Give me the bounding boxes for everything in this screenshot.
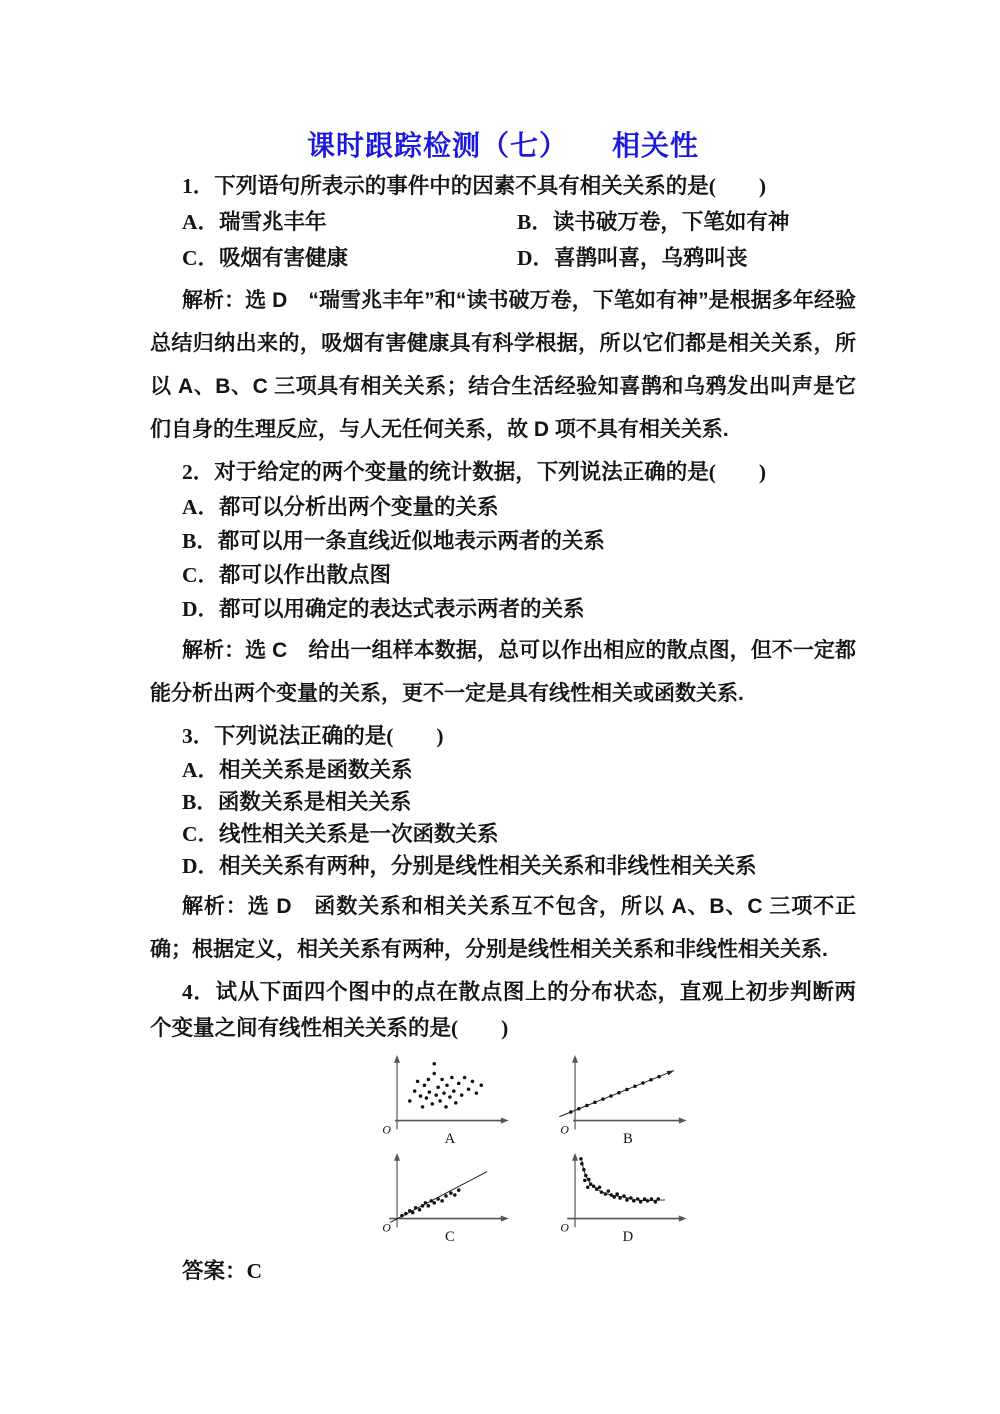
scatter-plot-a: [376, 1052, 516, 1146]
q3-option-c: C．线性相关关系是一次函数关系: [182, 822, 499, 846]
svg-text:C: C: [445, 1229, 455, 1244]
page-title: 课时跟踪检测（七） 相关性: [306, 130, 699, 161]
svg-text:B: B: [623, 1131, 633, 1146]
svg-text:O: O: [382, 1221, 391, 1235]
q2-analysis: 解析：选 C 给出一组样本数据，总可以作出相应的散点图，但不一定都能分析出两个变量的关系，更不一定是具有线性相关或函数关系.: [150, 639, 856, 705]
q1-options-row-1: [150, 204, 856, 240]
q1-option-d: D．喜鹊叫喜，乌鸦叫丧: [517, 246, 748, 270]
q1-option-a: A．瑞雪兆丰年: [182, 210, 327, 234]
scatter-plot-b: [554, 1052, 694, 1146]
svg-text:D: D: [622, 1229, 634, 1244]
answer-label: 答案：: [182, 1259, 247, 1283]
q3-analysis: 解析：选 D 函数关系和相关关系互不包含，所以 A、B、C 三项不正确；根据定义，相关关系有两种，分别是线性相关关系和非线性相关关系.: [150, 895, 856, 961]
q1-option-b: B．读书破万卷，下笔如有神: [517, 210, 790, 234]
q1-options-row-2: [150, 240, 856, 276]
scatter-figures: [376, 1052, 856, 1244]
scatter-plot-c: [376, 1150, 516, 1244]
q4-answer-line: [150, 1252, 856, 1290]
q2-option-a: A．都可以分析出两个变量的关系: [182, 495, 499, 519]
q4-stem: 4．试从下面四个图中的点在散点图上的分布状态，直观上初步判断两个变量之间有线性相关关系的是( ): [150, 980, 856, 1040]
q3-option-d: D．相关关系有两种，分别是线性相关关系和非线性相关关系: [182, 854, 757, 878]
q1-option-c: C．吸烟有害健康: [182, 246, 349, 270]
svg-text:O: O: [560, 1221, 569, 1235]
q2-option-b: B．都可以用一条直线近似地表示两者的关系: [182, 529, 605, 553]
q2-option-c: C．都可以作出散点图: [182, 563, 392, 587]
svg-text:A: A: [444, 1131, 456, 1146]
q3-stem: 3．下列说法正确的是( ): [182, 724, 444, 748]
svg-text:O: O: [560, 1123, 569, 1137]
scatter-plot-d: [554, 1150, 694, 1244]
answer-value: C: [246, 1259, 263, 1283]
q3-option-a: A．相关关系是函数关系: [182, 758, 413, 782]
q3-option-b: B．函数关系是相关关系: [182, 790, 412, 814]
worksheet-content: [150, 126, 856, 1290]
svg-text:O: O: [382, 1123, 391, 1137]
q2-option-d: D．都可以用确定的表达式表示两者的关系: [182, 597, 585, 621]
q2-stem: 2．对于给定的两个变量的统计数据，下列说法正确的是( ): [182, 460, 767, 484]
q1-analysis: 解析：选 D “瑞雪兆丰年”和“读书破万卷，下笔如有神”是根据多年经验总结归纳出来的，吸烟有害健康具有科学根据，所以它们都是相关关系，所以 A、B、C 三项具有相关关系；结合生活经验知喜鹊和乌鸦发出叫声是它们自身的生理反应，与人无任何关系，故 D 项不具有相关关系.: [150, 289, 856, 441]
q1-stem: 1．下列语句所表示的事件中的因素不具有相关关系的是( ): [182, 174, 767, 198]
